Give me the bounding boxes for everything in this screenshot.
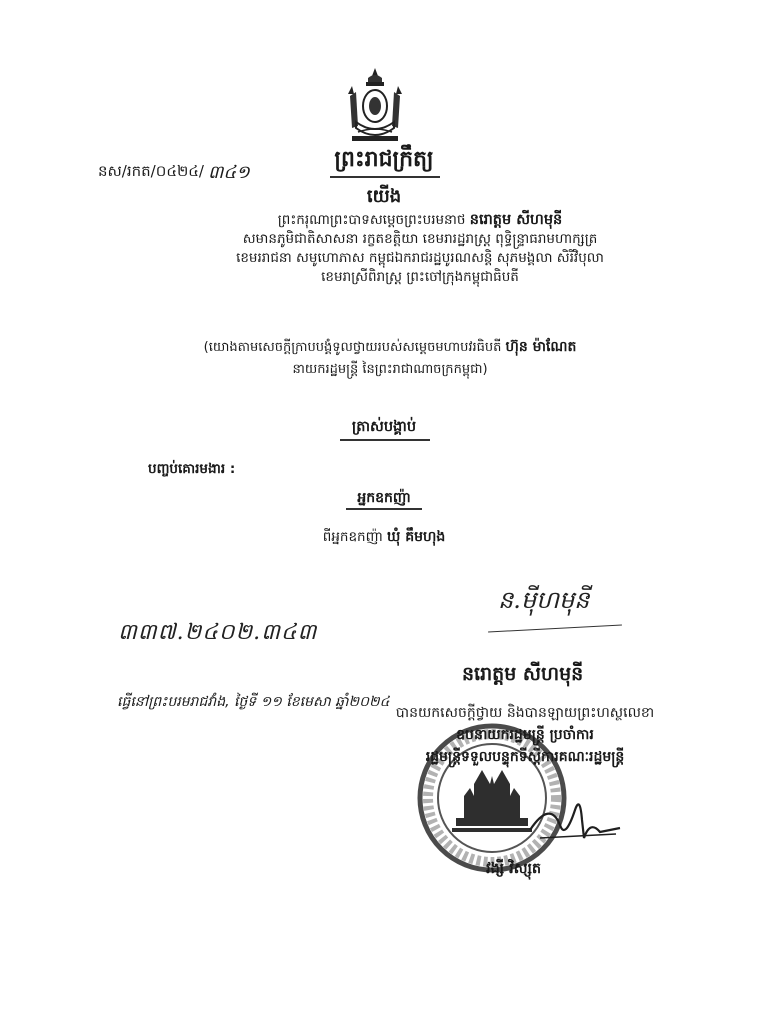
royal-title-line [160, 211, 680, 230]
person-prefix: ពីអ្នកឧកញ៉ា [322, 529, 383, 545]
category-label: បញ្ចប់គោរមងារ : [148, 461, 236, 477]
minister-name: វង្សី វិស្សុត [486, 861, 542, 877]
signing-date: ធ្វើនៅព្រះបរមរាជវាំង, ថ្ងៃទី ១១ ខែមេសា ឆ្នាំ២០២៤ [117, 694, 390, 710]
countersign-line: បានយកសេចក្តីថ្វាយ និងបានឡាយព្រះហស្ថលេខា [395, 705, 655, 721]
signature-underline [488, 624, 622, 632]
basis-line: នាយករដ្ឋមន្ត្រី នៃព្រះរាជាណាចក្រកម្ពុជា) [292, 362, 488, 377]
reference-handwritten: ៣៤១ [208, 162, 250, 183]
basis-line [180, 336, 600, 359]
signature-scribble-icon [520, 790, 630, 850]
king-name: នរោត្តម សីហមុនី [462, 663, 584, 685]
legal-basis [180, 336, 600, 381]
countersign-block [360, 702, 690, 768]
prime-minister-name: ហ៊ុន ម៉ាណែត [505, 339, 577, 355]
person-name: ឃុំ គឹមហុង [387, 529, 446, 545]
person-line [0, 527, 768, 548]
countersign-line: ឧបនាយករដ្ឋមន្ត្រី ប្រចាំការ [456, 727, 594, 743]
handwritten-code: ៣៣៧.២៤០២.៣៤៣ [118, 620, 318, 645]
royal-title-line: សមានភូមិជាតិសាសនា រក្ខតខត្តិយា ខេមរារដ្ឋរាស្ត្រ ពុទ្ធិន្ទ្រាធរាមហាក្សត្រ [242, 231, 598, 247]
royal-coat-of-arms-icon [342, 66, 408, 146]
reference-number: នស/រកត/០៤២៤/ [98, 162, 204, 180]
decree-heading-underline [340, 439, 430, 441]
king-name-inline: នរោត្តម សីហមុនី [469, 212, 563, 228]
king-signature: ន.ម៉ីហមុនី [498, 586, 590, 614]
decree-title: ព្រះរាជក្រឹត្យ [334, 147, 434, 172]
title-divider [330, 176, 440, 178]
royal-title-line: ខេមរាស្រីពិរាស្ត្រ ព្រះចៅក្រុងកម្ពុជាធិបតី [321, 269, 519, 285]
royal-title-line: ខេមររាជនា សមូហោភាស កម្ពុជឯករាជរដ្ឋបូរណសន្តិ សុភមង្គលា សិរីវិបុលា [236, 250, 604, 266]
occupation-underline [346, 508, 422, 510]
royal-titles [160, 211, 680, 287]
basis-text: (យោងតាមសេចក្តីក្រាបបង្គំទូលថ្វាយរបស់សម្តេចមហាបវរធិបតី [203, 340, 502, 355]
decree-heading: ត្រាស់បង្គាប់ [351, 419, 417, 435]
subtitle-we: យើង [366, 186, 402, 207]
occupation-title: អ្នកឧកញ៉ា [357, 490, 411, 506]
countersign-line: រដ្ឋមន្ត្រីទទួលបន្ទុកទីស្តីការគណៈរដ្ឋមន្ត្រី [425, 749, 625, 765]
royal-title-text: ព្រះករុណាព្រះបាទសម្តេចព្រះបរមនាថ [277, 212, 466, 228]
